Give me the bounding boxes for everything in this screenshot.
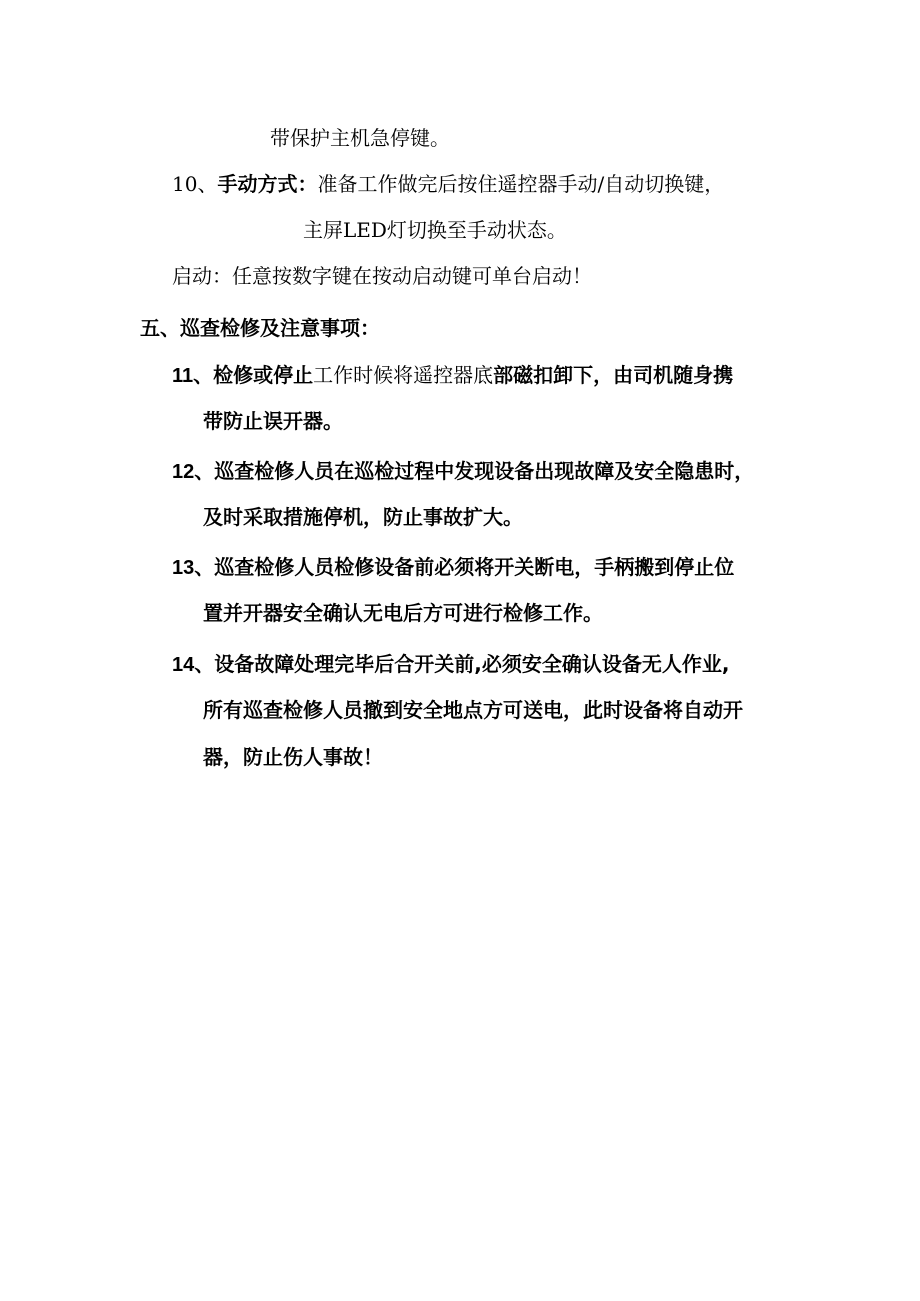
item12-number: 12 — [172, 461, 195, 483]
item13-number: 13 — [172, 557, 195, 579]
item10-number: 10、 — [172, 172, 218, 196]
start-instruction: 启动：任意按数字键在按动启动键可单台启动！ — [172, 264, 592, 288]
item9-continuation: 带保护主机急停键。 — [270, 126, 450, 150]
item14-line2: 所有巡查检修人员撤到安全地点方可送电，此时设备将自动开 — [203, 698, 743, 722]
item14-number: 14 — [172, 654, 195, 676]
item14-line1: 14、设备故障处理完毕后合开关前,必须安全确认设备无人作业, — [172, 652, 730, 676]
section5-heading: 五、巡查检修及注意事项： — [140, 316, 380, 340]
item11-line1: 11、检修或停止工作时候将遥控器底部磁扣卸下，由司机随身携 — [172, 363, 734, 387]
item11-bold-phrase2: 部磁扣卸下，由司机随身携 — [493, 363, 734, 387]
item11-line2: 带防止误开器。 — [203, 409, 343, 433]
item14-line3: 器，防止伤人事故！ — [203, 745, 383, 769]
item11-plain-phrase: 工作时候将遥控器底 — [313, 363, 494, 387]
item12-line1: 12、巡查检修人员在巡检过程中发现设备出现故障及安全隐患时， — [172, 459, 755, 483]
item11-bold-phrase: 检修或停止 — [213, 363, 314, 387]
item12-line2: 及时采取措施停机，防止事故扩大。 — [203, 505, 523, 529]
item10-line2: 主屏LED灯切换至手动状态。 — [303, 218, 567, 242]
item10-line1 — [172, 170, 724, 198]
item11-number: 11 — [172, 365, 194, 387]
item13-line1: 13、巡查检修人员检修设备前必须将开关断电，手柄搬到停止位 — [172, 555, 735, 579]
item10-text1: 准备工作做完后按住遥控器手动/自动切换键， — [317, 172, 725, 196]
item13-line2: 置并开器安全确认无电后方可进行检修工作。 — [203, 601, 603, 625]
item10-label: 手动方式： — [217, 172, 318, 196]
